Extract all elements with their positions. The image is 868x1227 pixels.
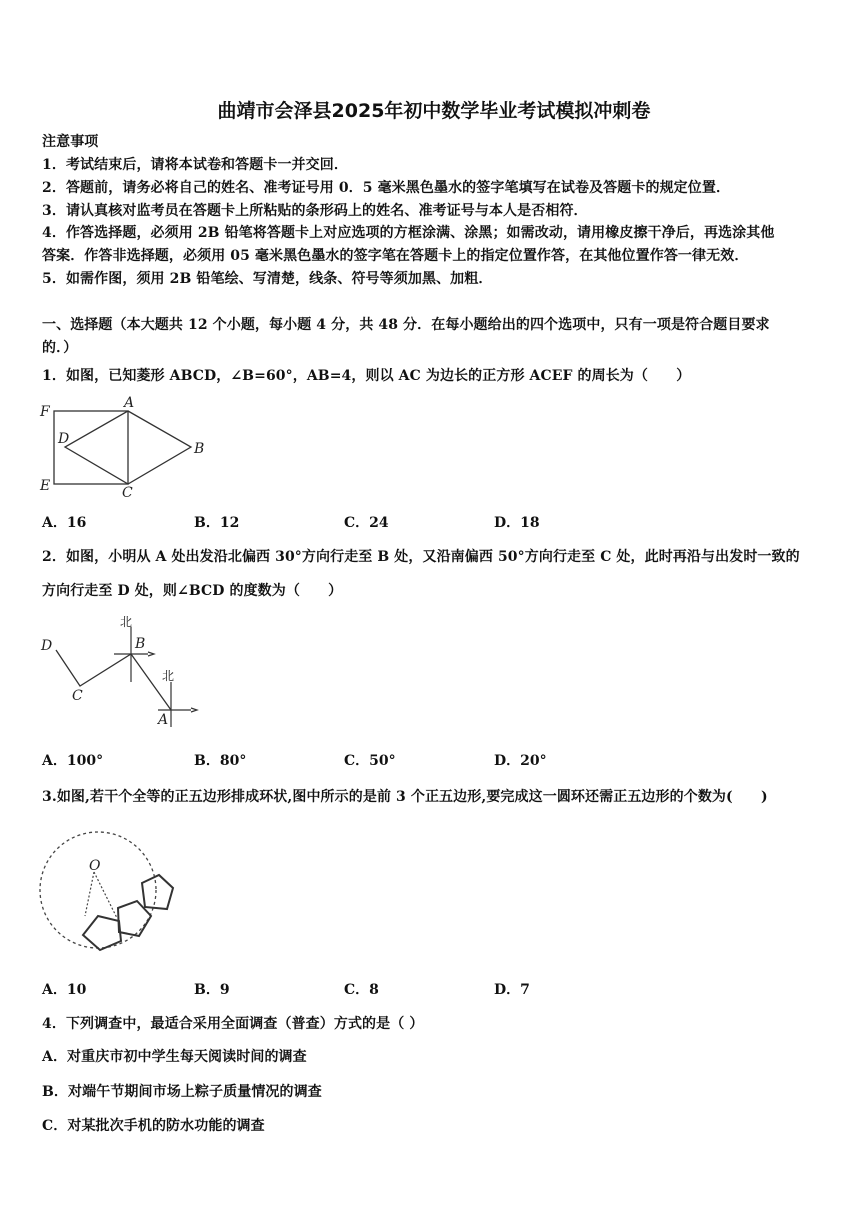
note-item: 1．考试结束后，请将本试卷和答题卡一并交回．: [42, 157, 348, 173]
section-heading: 一、选择题（本大题共 12 个小题，每小题 4 分，共 48 分．在每小题给出的四个选项中，只有一项是符合题目要求: [42, 317, 770, 333]
question-2-stem: 2．如图，小明从 A 处出发沿北偏西 30°方向行走至 B 处，又沿南偏西 50°方向行走至 C 处，此时再沿与出发时一致的: [42, 549, 800, 565]
label-D: D: [41, 638, 53, 654]
north-label-2: 北: [162, 669, 175, 683]
q3-option-b: B．9: [194, 982, 230, 998]
label-A: A: [158, 712, 169, 728]
q3-option-d: D．7: [494, 982, 530, 998]
q1-option-c: C．24: [344, 515, 389, 531]
note-item: 2．答题前，请务必将自己的姓名、准考证号用 0．5 毫米黑色墨水的签字笔填写在试卷及答题卡的规定位置．: [42, 180, 731, 196]
q1-option-d: D．18: [494, 515, 540, 531]
note-item: 4．作答选择题，必须用 2B 铅笔将答题卡上对应选项的方框涂满、涂黑；如需改动，请用橡皮擦干净后，再选涂其他: [42, 225, 775, 241]
q4-option-b: B．对端午节期间市场上粽子质量情况的调查: [42, 1084, 322, 1100]
label-A: A: [124, 395, 135, 411]
q2-option-b: B．80°: [194, 753, 247, 769]
question-1-stem: 1．如图，已知菱形 ABCD，∠B=60°，AB=4，则以 AC 为边长的正方形 ACEF 的周长为（ ）: [42, 368, 691, 384]
label-F: F: [40, 404, 50, 420]
question-2-stem-cont: 方向行走至 D 处，则∠BCD 的度数为（ ）: [42, 583, 343, 599]
q2-option-d: D．20°: [494, 753, 547, 769]
q2-option-a: A．100°: [42, 753, 104, 769]
q4-option-c: C．对某批次手机的防水功能的调查: [42, 1118, 265, 1134]
note-item: 3．请认真核对监考员在答题卡上所粘贴的条形码上的姓名、准考证号与本人是否相符．: [42, 203, 588, 219]
note-item: 答案．作答非选择题，必须用 05 毫米黑色墨水的签字笔在答题卡上的指定位置作答，在其他位置作答一律无效．: [42, 248, 749, 264]
label-O: O: [89, 858, 101, 874]
q2-direction-figure: [36, 612, 206, 740]
q4-option-a: A．对重庆市初中学生每天阅读时间的调查: [42, 1049, 307, 1065]
page-title: 曲靖市会泽县2025年初中数学毕业考试模拟冲刺卷: [217, 100, 651, 122]
q2-option-c: C．50°: [344, 753, 396, 769]
label-C: C: [122, 485, 133, 501]
label-D: D: [58, 431, 70, 447]
question-4-stem: 4．下列调查中，最适合采用全面调查（普查）方式的是（ ）: [42, 1016, 424, 1032]
label-B: B: [135, 636, 146, 652]
q3-option-c: C．8: [344, 982, 379, 998]
q1-option-a: A．16: [42, 515, 87, 531]
label-C: C: [72, 688, 83, 704]
label-E: E: [40, 478, 51, 494]
section-heading-cont: 的．）: [42, 340, 78, 356]
question-3-stem: 3.如图,若干个全等的正五边形排成环状,图中所示的是前 3 个正五边形,要完成这一圆环还需正五边形的个数为( ): [42, 789, 768, 805]
q1-rhombus-square-figure: [36, 395, 211, 500]
q1-option-b: B．12: [194, 515, 240, 531]
notes-heading: 注意事项: [42, 134, 99, 150]
q3-option-a: A．10: [42, 982, 87, 998]
north-label-1: 北: [120, 615, 133, 629]
q3-pentagon-ring-figure: [38, 822, 168, 962]
label-B: B: [194, 441, 205, 457]
note-item: 5．如需作图，须用 2B 铅笔绘、写清楚，线条、符号等须加黑、加粗．: [42, 271, 493, 287]
